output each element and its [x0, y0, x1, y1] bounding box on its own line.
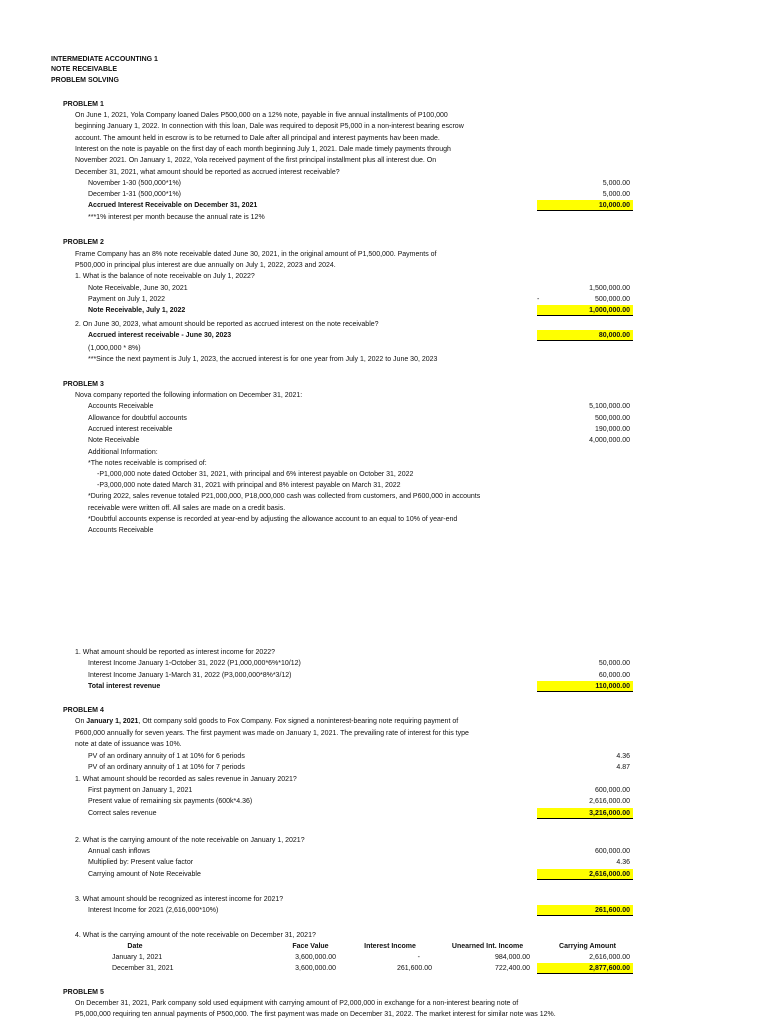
- row-label: Present value of remaining six payments (600k*4.36): [88, 798, 253, 805]
- row-value: 4.36: [616, 859, 630, 866]
- problem-1-text: beginning January 1, 2022. In connection with this loan, Dale was required to deposit P5,000 in a non-interest bearing escrow: [75, 123, 464, 130]
- total-value: 110,000.00: [595, 683, 630, 690]
- row-value: 50,000.00: [598, 660, 630, 667]
- note: ***Since the next payment is July 1, 2023, the accrued interest is for one year from July 1, 2022 to June 30, 2023: [88, 356, 438, 363]
- row-label: November 1-30 (500,000*1%): [88, 180, 181, 187]
- row-value: 190,000.00: [594, 426, 630, 433]
- problem-4-text: note at date of issuance was 10%.: [75, 741, 182, 748]
- problem-2-text: P500,000 in principal plus interest are due annually on July 1, 2022, 2023 and 2024.: [75, 262, 336, 269]
- question: 2. On June 30, 2023, what amount should be reported as accrued interest on the note receivable?: [75, 321, 379, 328]
- note: ***1% interest per month because the annual rate is 12%: [88, 214, 265, 221]
- table-header: Date: [127, 943, 143, 950]
- row-value: 4.36: [616, 753, 630, 760]
- problem-3-title: PROBLEM 3: [63, 381, 104, 388]
- question: 1. What amount should be recorded as sales revenue in January 2021?: [75, 776, 297, 783]
- row-label: Annual cash inflows: [88, 848, 150, 855]
- problem-3-text: Nova company reported the following information on December 31, 2021:: [75, 392, 303, 399]
- calc: (1,000,000 * 8%): [88, 345, 141, 352]
- table-cell: December 31, 2021: [112, 965, 174, 972]
- doc-subtitle: NOTE RECEIVABLE: [51, 66, 117, 73]
- table-cell: 722,400.00: [494, 965, 530, 972]
- total-label: Total interest revenue: [88, 683, 161, 690]
- info-line: receivable were written off. All sales are made on a credit basis.: [88, 505, 286, 512]
- row-value: 600,000.00: [594, 848, 630, 855]
- total-label: Carrying amount of Note Receivable: [88, 871, 201, 878]
- row-label: Accounts Receivable: [88, 403, 154, 410]
- row-value: 500,000.00: [594, 296, 630, 303]
- problem-1-text: November 2021. On January 1, 2022, Yola received payment of the first principal installment plus all interest due. On: [75, 157, 437, 164]
- doc-section: PROBLEM SOLVING: [51, 77, 119, 84]
- problem-1-title: PROBLEM 1: [63, 101, 104, 108]
- question: 2. What is the carrying amount of the note receivable on January 1, 2021?: [75, 837, 305, 844]
- table-cell: -: [417, 954, 420, 961]
- row-value: 5,000.00: [602, 191, 630, 198]
- total-value: 2,616,000.00: [589, 871, 630, 878]
- info-line: *Doubtful accounts expense is recorded at year-end by adjusting the allowance account to an equal to 10% of year-end: [88, 516, 458, 523]
- problem-2-text: Frame Company has an 8% note receivable dated June 30, 2021, in the original amount of P1,500,000. Payments of: [75, 251, 437, 258]
- row-label: Interest Income January 1-March 31, 2022 (P3,000,000*8%*3/12): [88, 672, 292, 679]
- problem-4-text: On January 1, 2021, Ott company sold goods to Fox Company. Fox signed a noninterest-bearing note requiring payment of: [75, 718, 459, 725]
- total-label: Correct sales revenue: [88, 810, 157, 817]
- table-cell: 984,000.00: [494, 954, 530, 961]
- table-cell: January 1, 2021: [112, 954, 163, 961]
- row-value: 2,616,000.00: [589, 798, 630, 805]
- info-line: -P1,000,000 note dated October 31, 2021, with principal and 6% interest payable on October 31, 2022: [97, 471, 414, 478]
- problem-2-title: PROBLEM 2: [63, 239, 104, 246]
- row-label: Multiplied by: Present value factor: [88, 859, 194, 866]
- row-label: Accrued interest receivable: [88, 426, 173, 433]
- row-label: First payment on January 1, 2021: [88, 787, 193, 794]
- row-value: 60,000.00: [598, 672, 630, 679]
- question: 1. What is the balance of note receivable on July 1, 2022?: [75, 273, 255, 280]
- problem-5-title: PROBLEM 5: [63, 989, 104, 996]
- info-line: Additional Information:: [88, 449, 158, 456]
- row-value: 4.87: [616, 764, 630, 771]
- row-value: 600,000.00: [594, 787, 630, 794]
- table-header: Face Value: [292, 943, 329, 950]
- total-value: 10,000.00: [598, 202, 630, 209]
- row-value: 5,000.00: [602, 180, 630, 187]
- info-line: Accounts Receivable: [88, 527, 154, 534]
- problem-4-title: PROBLEM 4: [63, 707, 104, 714]
- row-value: 1,500,000.00: [589, 285, 630, 292]
- info-line: -P3,000,000 note dated March 31, 2021 with principal and 8% interest payable on March 31, 2022: [97, 482, 401, 489]
- problem-4-text: P600,000 annually for seven years. The first payment was made on January 1, 2021. The prevailing rate of interest for this type: [75, 730, 469, 737]
- row-value: 5,100,000.00: [589, 403, 630, 410]
- row-label: Note Receivable, June 30, 2021: [88, 285, 188, 292]
- row-value: 4,000,000.00: [589, 437, 630, 444]
- total-value: 261,600.00: [594, 907, 630, 914]
- table-cell: 2,616,000.00: [589, 954, 630, 961]
- problem-1-text: account. The amount held in escrow is to be returned to Dale after all principal and interest payments hav been made.: [75, 135, 440, 142]
- row-label: Allowance for doubtful accounts: [88, 415, 187, 422]
- row-label: Interest Income for 2021 (2,616,000*10%): [88, 907, 219, 914]
- row-value: 500,000.00: [594, 415, 630, 422]
- row-label: December 1-31 (500,000*1%): [88, 191, 181, 198]
- total-value: 3,216,000.00: [589, 810, 630, 817]
- table-cell: 3,600,000.00: [295, 965, 336, 972]
- table-header: Interest Income: [364, 943, 416, 950]
- problem-1-text: Interest on the note is payable on the first day of each month beginning July 1, 2021. Dale made timely payments through: [75, 146, 451, 153]
- minus-sign: -: [537, 296, 540, 303]
- row-label: PV of an ordinary annuity of 1 at 10% for 7 periods: [88, 764, 245, 771]
- doc-title: INTERMEDIATE ACCOUNTING 1: [51, 56, 158, 63]
- row-label: PV of an ordinary annuity of 1 at 10% for 6 periods: [88, 753, 245, 760]
- info-line: *The notes receivable is comprised of:: [88, 460, 207, 467]
- question: 4. What is the carrying amount of the note receivable on December 31, 2021?: [75, 932, 316, 939]
- table-header: Unearned Int. Income: [451, 943, 524, 950]
- problem-1-text: On June 1, 2021, Yola Company loaned Dales P500,000 on a 12% note, payable in five annual installments of P100,000: [75, 112, 448, 119]
- question: 1. What amount should be reported as interest income for 2022?: [75, 649, 276, 656]
- total-label: Accrued Interest Receivable on December 31, 2021: [88, 202, 258, 209]
- total-label: Note Receivable, July 1, 2022: [88, 307, 186, 314]
- table-cell: 3,600,000.00: [295, 954, 336, 961]
- table-header: Carrying Amount: [559, 943, 616, 950]
- question: 3. What amount should be recognized as interest income for 2021?: [75, 896, 284, 903]
- row-label: Note Receivable: [88, 437, 140, 444]
- total-value: 1,000,000.00: [589, 307, 630, 314]
- table-cell: 261,600.00: [396, 965, 432, 972]
- problem-5-text: P5,000,000 requiring ten annual payments of P500,000. The first payment was made on December 31, 2022. The market interest for similar note was 12%.: [75, 1011, 556, 1018]
- total-value: 80,000.00: [598, 332, 630, 339]
- total-label: Accrued interest receivable - June 30, 2023: [88, 332, 232, 339]
- info-line: *During 2022, sales revenue totaled P21,000,000, P18,000,000 cash was collected from customers, and P600,000 in accounts: [88, 493, 481, 500]
- row-label: Payment on July 1, 2022: [88, 296, 166, 303]
- problem-1-text: December 31, 2021, what amount should be reported as accrued interest receivable?: [75, 169, 340, 176]
- table-cell: 2,877,600.00: [589, 965, 630, 972]
- problem-5-text: On December 31, 2021, Park company sold used equipment with carrying amount of P2,000,000 in exchange for a non-interest bearing note of: [75, 1000, 519, 1007]
- row-label: Interest Income January 1-October 31, 2022 (P1,000,000*6%*10/12): [88, 660, 301, 667]
